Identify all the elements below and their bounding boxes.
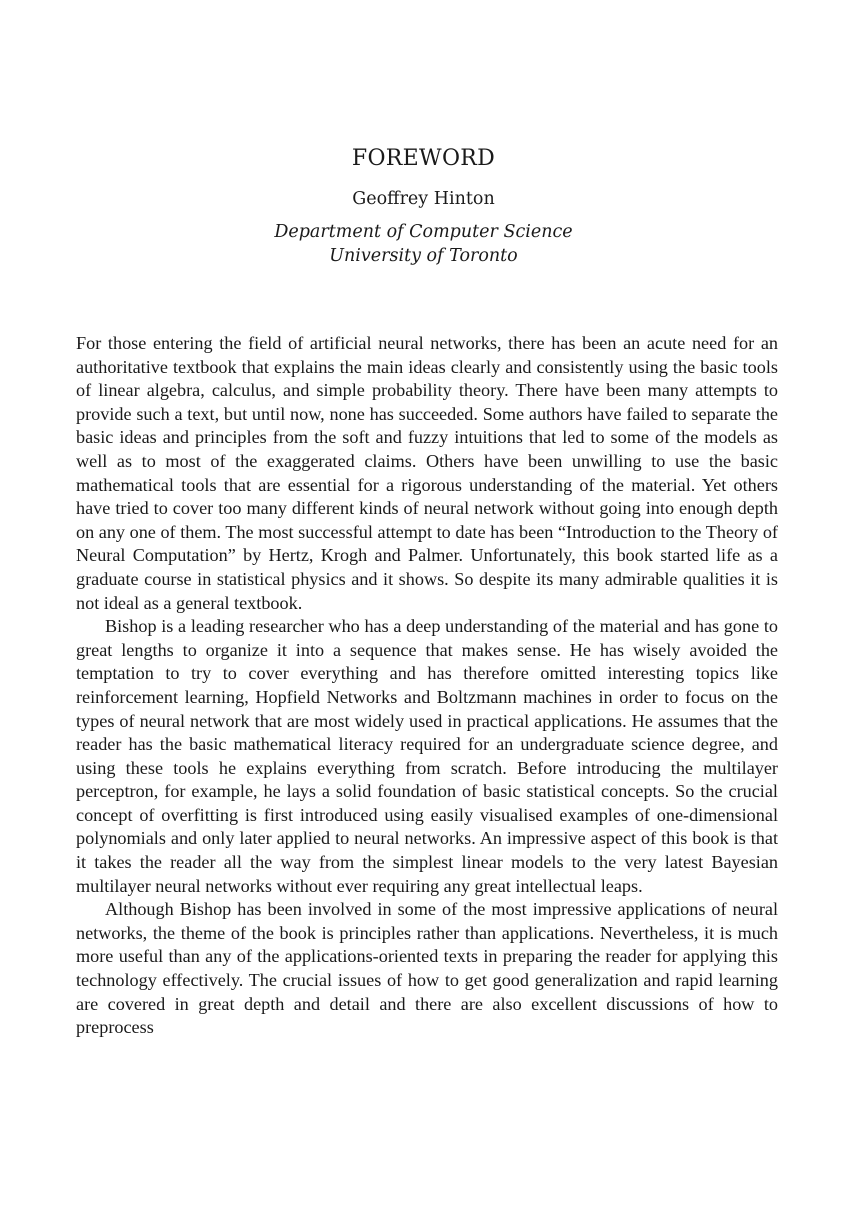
author-name: Geoffrey Hinton — [352, 189, 495, 209]
author-department: Department of Computer Science — [274, 222, 573, 242]
foreword-title: FOREWORD — [351, 146, 496, 171]
foreword-body — [76, 332, 778, 1040]
paragraph-1: For those entering the field of artificial neural networks, there has been an acute need for an authoritative textbook that explains the main ideas clearly and consistently using the basic tools of linear algebra, calculus, and simple probability theory. There have been many attempts to provide such a text, but until now, none has succeeded. Some authors have failed to separate the basic ideas and principles from the soft and fuzzy intuitions that led to some of the models as well as to most of the exaggerated claims. Others have been unwilling to use the basic mathematical tools that are essential for a rigorous understanding of the material. Yet others have tried to cover too many different kinds of neural network without going into enough depth on any one of them. The most successful attempt to date has been “Introduction to the Theory of Neural Computation” by Hertz, Krogh and Palmer. Unfortunately, this book started life as a graduate course in statistical physics and it shows. So despite its many admirable qualities it is not ideal as a general textbook. — [76, 333, 778, 613]
paragraph-3: Although Bishop has been involved in some of the most impressive applications of neural networks, the theme of the book is principles rather than applications. Nevertheless, it is much more useful than any of the applications-oriented texts in preparing the reader for applying this technology effectively. The crucial issues of how to get good generalization and rapid learning are covered in great depth and detail and there are also excellent discussions of how to preprocess — [76, 899, 778, 1038]
paragraph-2: Bishop is a leading researcher who has a deep understanding of the material and has gone to great lengths to organize it into a sequence that makes sense. He has wisely avoided the temptation to try to cover everything and has therefore omitted interesting topics like reinforcement learning, Hopfield Networks and Boltzmann machines in order to focus on the types of neural network that are most widely used in practical applications. He assumes that the reader has the basic mathematical literacy required for an undergraduate science degree, and using these tools he explains everything from scratch. Before introducing the multilayer perceptron, for example, he lays a solid foundation of basic statistical concepts. So the crucial concept of overfitting is first introduced using easily visualised examples of one-dimensional polynomials and only later applied to neural networks. An impressive aspect of this book is that it takes the reader all the way from the simplest linear models to the very latest Bayesian multilayer neural networks without ever requiring any great intellectual leaps. — [76, 616, 778, 896]
author-university: University of Toronto — [329, 246, 518, 266]
